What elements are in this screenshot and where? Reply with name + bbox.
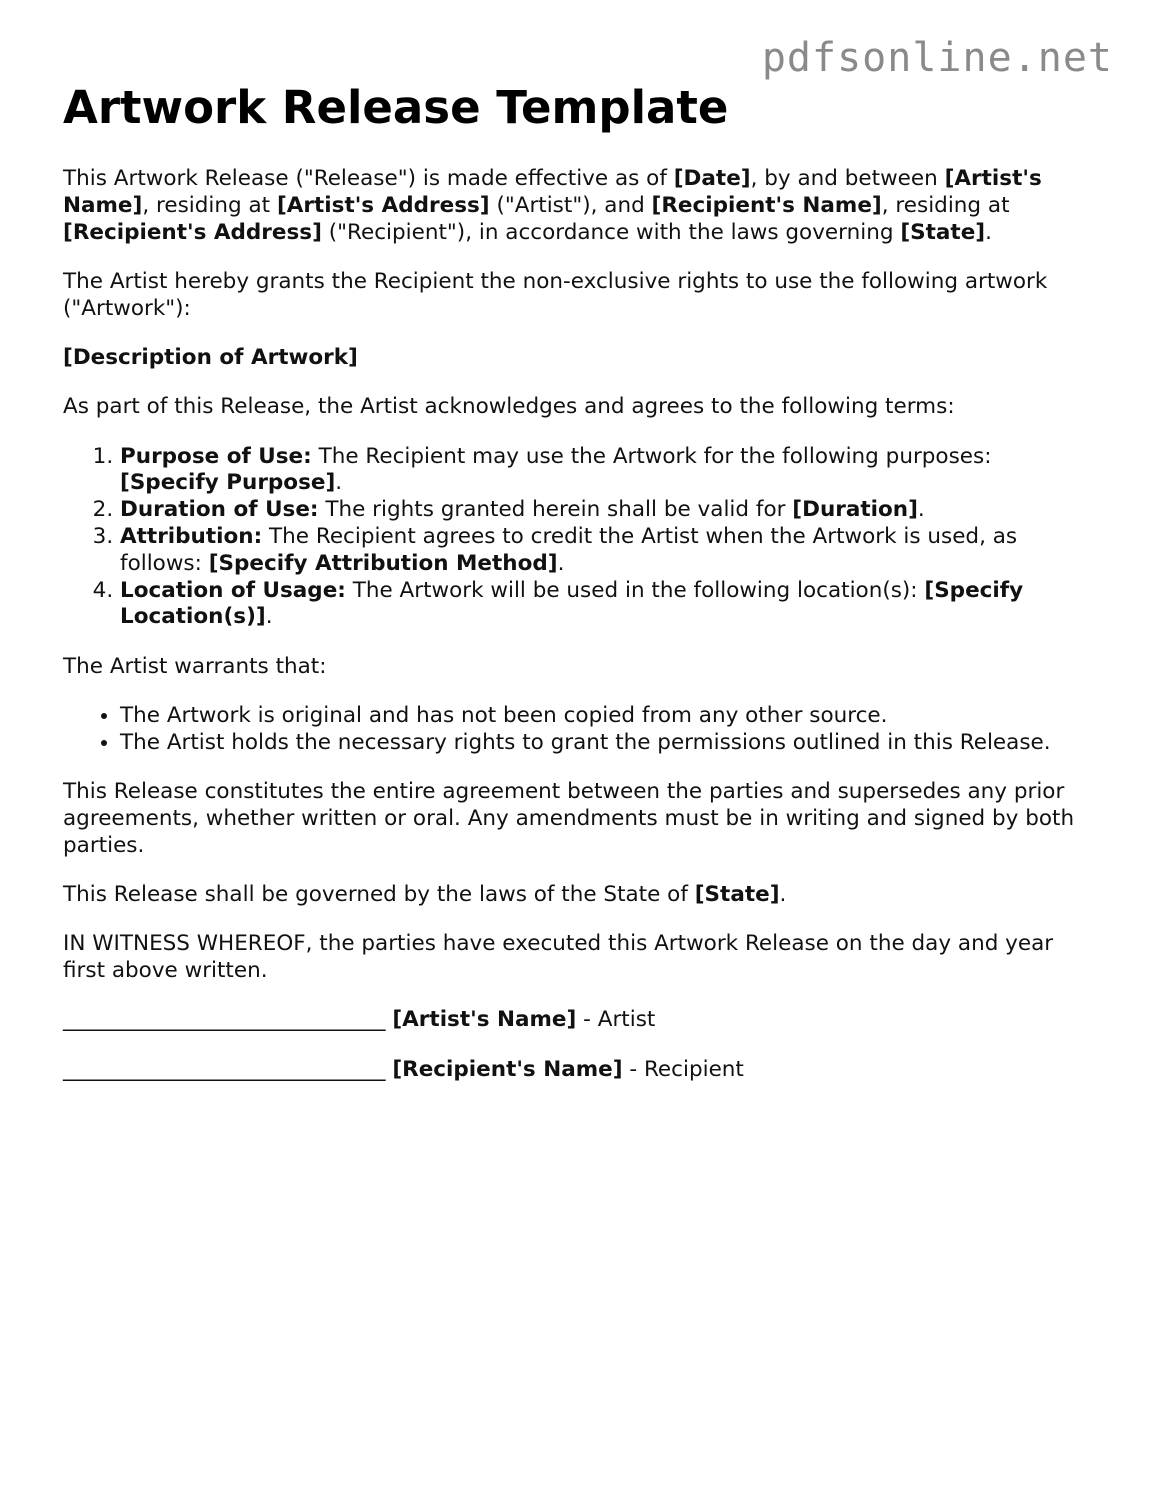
entire-agreement-paragraph: This Release constitutes the entire agreement between the parties and supersedes any prior agreements, whether written or oral. Any amendments must be in writing and signed by both parties. — [63, 779, 1075, 858]
list-item: • The Artist holds the necessary rights to grant the permissions outlined in this Release. — [120, 730, 1093, 757]
term-placeholder: [Specify Attribution Method] — [208, 550, 558, 576]
term-label: Duration of Use: — [120, 497, 319, 523]
intro-text: , residing at — [881, 192, 1010, 218]
list-item — [120, 497, 1093, 524]
list-item: • The Artwork is original and has not been copied from any other source. — [120, 703, 1093, 730]
grant-paragraph: The Artist hereby grants the Recipient the non-exclusive rights to use the following artwork ("Artwork"): — [63, 268, 1048, 321]
term-text: The Recipient may use the Artwork for the following purposes: — [311, 443, 992, 469]
governing-text: This Release shall be governed by the laws of the State of — [63, 881, 695, 907]
intro-text: ("Artist"), and — [489, 192, 652, 218]
warrants-intro: The Artist warrants that: — [63, 653, 327, 679]
term-label: Location of Usage: — [120, 577, 346, 603]
recipient-address-placeholder: [Recipient's Address] — [63, 219, 322, 245]
term-text: The rights granted herein shall be valid for — [318, 497, 793, 523]
artist-signature-line — [63, 1007, 1093, 1034]
signature-blank: ______________________________ — [63, 1056, 386, 1082]
term-label: Purpose of Use: — [120, 443, 312, 469]
intro-text: , by and between — [750, 166, 945, 191]
term-end: . — [335, 470, 343, 496]
signer-name: [Artist's Name] — [392, 1007, 577, 1033]
artist-address-placeholder: [Artist's Address] — [276, 192, 490, 218]
term-text: The Artwork will be used in the following location(s): — [345, 577, 925, 603]
recipient-name-placeholder: [Recipient's Name] — [651, 192, 882, 218]
description-placeholder — [63, 345, 1093, 372]
governing-law-paragraph — [63, 882, 1093, 909]
term-end: . — [917, 497, 925, 523]
term-end: . — [265, 604, 273, 630]
warrants-list — [63, 703, 1093, 757]
list-item — [120, 444, 1093, 498]
term-placeholder: [Duration] — [792, 497, 918, 523]
term-placeholder: [Specify Purpose] — [120, 470, 336, 496]
terms-intro: As part of this Release, the Artist acknowledges and agrees to the following terms: — [63, 394, 955, 420]
term-placeholder: [Specify Location(s)] — [120, 577, 1024, 630]
watermark: pdfsonline.net — [761, 35, 1113, 81]
term-end: . — [557, 550, 565, 576]
intro-text: ("Recipient"), in accordance with the laws governing — [321, 219, 901, 245]
recipient-signature-line — [63, 1057, 1093, 1084]
terms-list — [63, 444, 1093, 632]
list-item — [120, 524, 1093, 578]
witness-paragraph: IN WITNESS WHEREOF, the parties have executed this Artwork Release on the day and year first above written. — [63, 931, 1054, 984]
document-page — [63, 80, 1093, 1106]
page-title: Artwork Release Template — [63, 81, 729, 134]
signer-role: - Artist — [576, 1007, 656, 1033]
intro-text: This Artwork Release ("Release") is made effective as of — [63, 166, 674, 191]
signature-blank: ______________________________ — [63, 1007, 386, 1033]
description-text: [Description of Artwork] — [63, 344, 358, 370]
artist-name-placeholder: [Artist's Name] — [63, 166, 1042, 218]
term-text: The Recipient agrees to credit the Artist when the Artwork is used, as follows: — [120, 523, 1018, 576]
signer-role: - Recipient — [622, 1056, 744, 1082]
intro-text: . — [985, 219, 992, 245]
intro-paragraph — [63, 166, 1093, 246]
date-placeholder: [Date] — [673, 166, 751, 191]
term-label: Attribution: — [120, 523, 263, 549]
governing-end: . — [779, 881, 787, 907]
state-placeholder: [State] — [900, 219, 986, 245]
list-item — [120, 578, 1093, 632]
intro-text: , residing at — [142, 192, 277, 218]
signer-name: [Recipient's Name] — [392, 1056, 623, 1082]
state-placeholder: [State] — [694, 881, 780, 907]
